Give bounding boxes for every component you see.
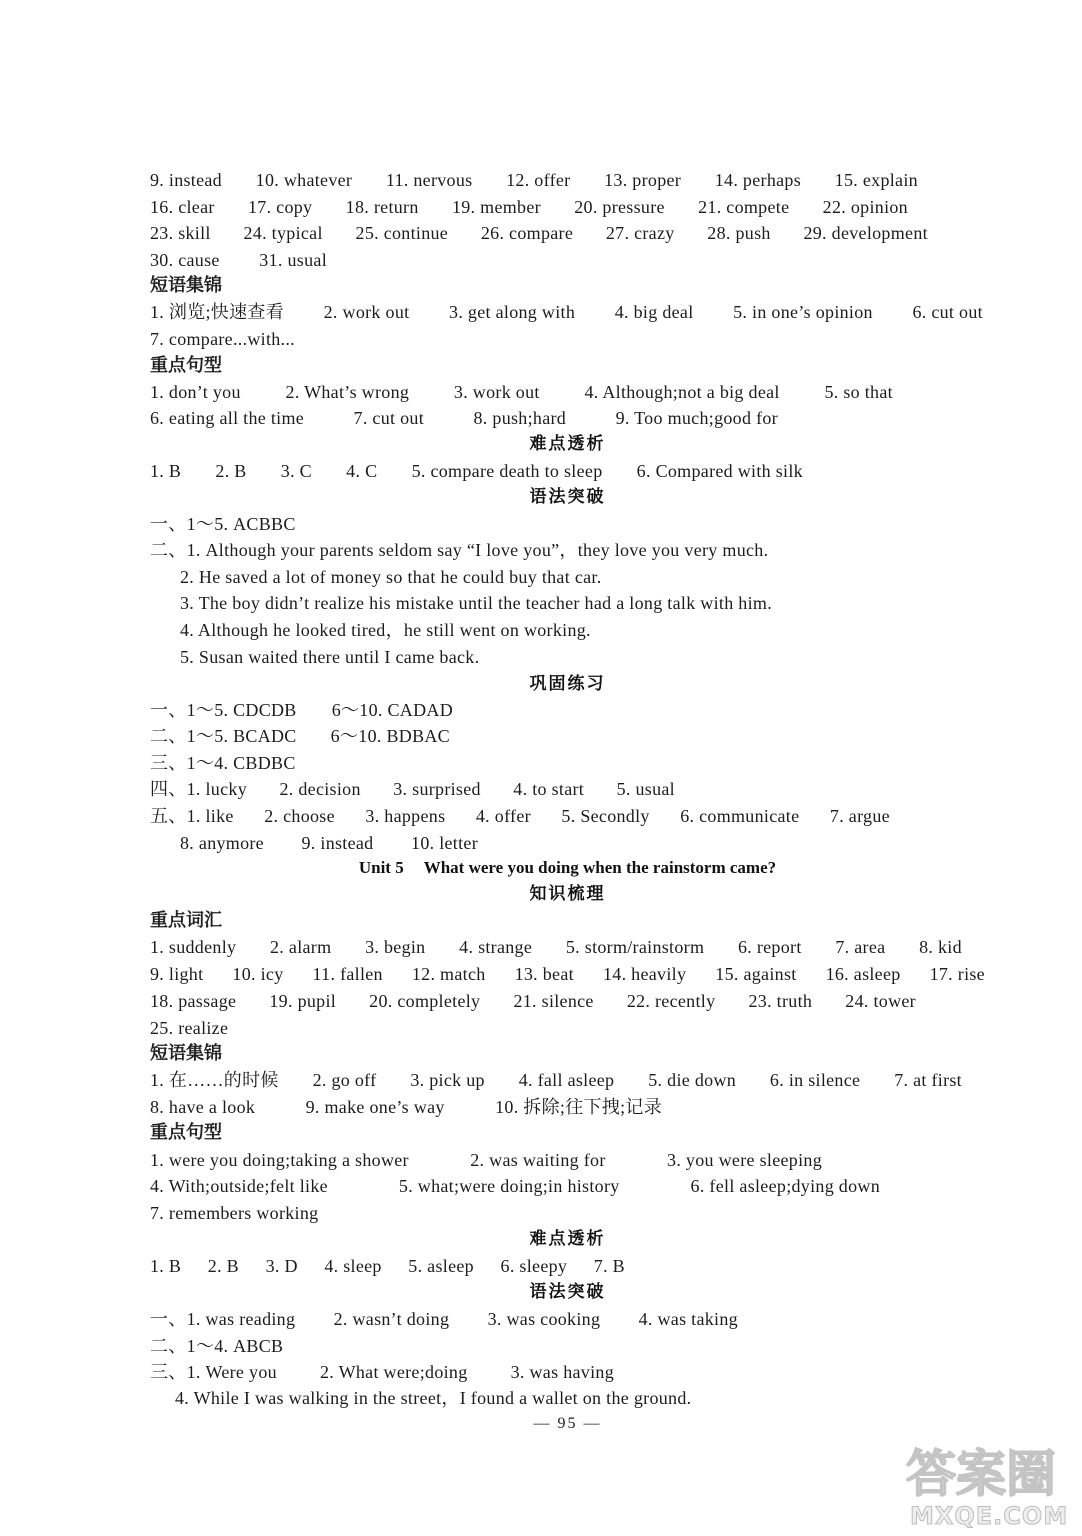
sentence-item: 5. so that	[824, 382, 893, 402]
answer-sentence: 二、1. Although your parents seldom say “I love you”，they love you very much.	[150, 540, 769, 560]
sentence-item: 7. cut out	[353, 408, 425, 428]
answer-sentence: 2. He saved a lot of money so that he could buy that car.	[180, 567, 602, 587]
phrase-item: 7. at first	[894, 1070, 962, 1090]
vocab-item: 3. begin	[365, 937, 426, 957]
vocab-item: 12. offer	[506, 170, 571, 190]
phrase-item: 7. compare...with...	[150, 329, 295, 349]
section-heading-phrases: 短语集锦	[150, 275, 222, 296]
answer-item: 5. asleep	[408, 1256, 474, 1276]
sentence-item: 2. What’s wrong	[285, 382, 410, 402]
unit-title	[150, 857, 985, 879]
answer-item: 6～10. BDBAC	[330, 726, 450, 746]
phrase-item: 10. 拆除;往下拽;记录	[495, 1097, 662, 1117]
unit4-practice-line-5	[150, 805, 890, 827]
section-heading-vocab: 重点词汇	[150, 910, 222, 931]
section-heading-grammar: 语法突破	[529, 487, 606, 507]
answer-item: 2. What were;doing	[320, 1362, 468, 1382]
answer-item: 1. B	[150, 1256, 182, 1276]
vocab-item: 25. realize	[150, 1018, 229, 1038]
section-heading-difficult: 难点透析	[529, 434, 606, 454]
unit4-practice-line-2	[150, 725, 450, 747]
answer-item: 3. surprised	[393, 779, 481, 799]
vocab-item: 21. compete	[698, 197, 790, 217]
sentence-item: 5. what;were doing;in history	[398, 1176, 620, 1196]
vocab-item: 26. compare	[480, 223, 574, 243]
unit4-grammar-part2-line-3	[180, 592, 772, 614]
unit4-sentences-line-1	[150, 381, 893, 403]
vocab-item: 13. beat	[514, 964, 574, 984]
answer-sentence: 4. While I was walking in the street，I found a wallet on the ground.	[175, 1388, 692, 1408]
vocab-item: 20. pressure	[574, 197, 665, 217]
vocab-item: 7. area	[835, 937, 886, 957]
unit4-vocab-line-3	[150, 222, 928, 244]
answer-item: 4. to start	[513, 779, 585, 799]
vocab-item: 16. asleep	[825, 964, 901, 984]
vocab-item: 4. strange	[459, 937, 533, 957]
vocab-item: 17. copy	[247, 197, 313, 217]
unit5-grammar-line-4	[175, 1387, 691, 1409]
answer-item: 2. B	[215, 461, 247, 481]
vocab-item: 13. proper	[604, 170, 682, 190]
phrase-item: 4. big deal	[614, 302, 694, 322]
unit4-practice-line-3	[150, 752, 296, 774]
unit5-vocab-line-1	[150, 936, 962, 958]
phrase-item: 8. have a look	[150, 1097, 256, 1117]
sentence-item: 4. With;outside;felt like	[150, 1176, 328, 1196]
phrase-item: 3. get along with	[449, 302, 576, 322]
unit5-phrases-line-1	[150, 1069, 962, 1091]
page-number: — 95 —	[533, 1415, 602, 1432]
unit4-vocab-line-2	[150, 196, 908, 218]
answer-item: 7. B	[593, 1256, 625, 1276]
vocab-item: 20. completely	[369, 991, 481, 1011]
phrase-item: 9. make one’s way	[305, 1097, 445, 1117]
answer-item: 5. Secondly	[561, 806, 650, 826]
sentence-item: 3. you were sleeping	[667, 1150, 822, 1170]
answer-item: 6. Compared with silk	[636, 461, 803, 481]
answer-item: 6. communicate	[680, 806, 800, 826]
vocab-item: 21. silence	[513, 991, 594, 1011]
watermark-logo: 答案圈	[906, 1445, 1056, 1503]
unit5-vocab-line-4	[150, 1017, 228, 1039]
vocab-item: 22. recently	[626, 991, 716, 1011]
answer-item: 9. instead	[301, 833, 374, 853]
unit5-vocab-line-2	[150, 963, 985, 985]
answer-item: 4. offer	[475, 806, 531, 826]
unit4-difficult-line	[150, 460, 803, 482]
answer-item: 三、1～4. CBDBC	[150, 753, 296, 773]
vocab-item: 25. continue	[355, 223, 449, 243]
vocab-item: 11. nervous	[385, 170, 473, 190]
unit4-grammar-part2-line-4	[180, 619, 591, 641]
section-heading-difficult: 难点透析	[529, 1229, 606, 1249]
unit-name: What were you doing when the rainstorm came?	[423, 858, 777, 877]
answer-item: 3. C	[280, 461, 312, 481]
vocab-item: 8. kid	[919, 937, 962, 957]
unit4-vocab-line-1	[150, 169, 918, 191]
vocab-item: 10. icy	[232, 964, 284, 984]
unit4-practice-line-6	[180, 832, 478, 854]
vocab-item: 14. perhaps	[714, 170, 802, 190]
answer-item: 2. wasn’t doing	[333, 1309, 450, 1329]
unit4-vocab-line-4	[150, 249, 327, 271]
vocab-item: 16. clear	[150, 197, 215, 217]
vocab-item: 18. return	[345, 197, 419, 217]
answer-sentence: 5. Susan waited there until I came back.	[180, 647, 480, 667]
vocab-item: 14. heavily	[602, 964, 687, 984]
unit5-vocab-line-3	[150, 990, 916, 1012]
answer-item: 6. sleepy	[500, 1256, 568, 1276]
unit4-grammar-part2-line-2	[180, 566, 602, 588]
vocab-item: 19. pupil	[269, 991, 337, 1011]
vocab-item: 1. suddenly	[150, 937, 237, 957]
vocab-item: 9. light	[150, 964, 204, 984]
vocab-item: 6. report	[737, 937, 802, 957]
answer-item: 四、1. lucky	[150, 779, 247, 799]
sentence-item: 4. Although;not a big deal	[584, 382, 780, 402]
sentence-item: 9. Too much;good for	[615, 408, 778, 428]
sentence-item: 1. don’t you	[150, 382, 241, 402]
answer-item: 7. argue	[829, 806, 890, 826]
answer-item: 3. happens	[365, 806, 446, 826]
vocab-item: 29. development	[803, 223, 928, 243]
unit4-practice-line-1	[150, 699, 453, 721]
phrase-item: 5. in one’s opinion	[733, 302, 873, 322]
answer-item: 4. sleep	[324, 1256, 382, 1276]
answer-item: 一、1～5. ACBBC	[150, 514, 296, 534]
phrase-item: 3. pick up	[410, 1070, 485, 1090]
unit-number: Unit 5	[358, 858, 404, 877]
vocab-item: 19. member	[451, 197, 541, 217]
sentence-item: 6. eating all the time	[150, 408, 305, 428]
answer-item: 一、1～5. CDCDB	[150, 700, 297, 720]
vocab-item: 23. truth	[748, 991, 813, 1011]
section-heading-sentences: 重点句型	[150, 1122, 222, 1143]
unit4-phrases-line-2	[150, 328, 295, 350]
sentence-item: 7. remembers working	[150, 1203, 319, 1223]
watermark-site: MXQE.COM	[910, 1502, 1069, 1530]
vocab-item: 17. rise	[929, 964, 985, 984]
vocab-item: 24. typical	[243, 223, 323, 243]
section-heading-sentences: 重点句型	[150, 355, 222, 376]
unit5-grammar-line-2	[150, 1335, 283, 1357]
answer-item: 二、1～4. ABCB	[150, 1336, 284, 1356]
phrase-item: 6. in silence	[769, 1070, 861, 1090]
unit5-sentences-line-1	[150, 1149, 822, 1171]
vocab-item: 15. explain	[834, 170, 918, 190]
answer-item: 3. was having	[510, 1362, 614, 1382]
sentence-item: 3. work out	[453, 382, 540, 402]
answer-item: 1. B	[150, 461, 182, 481]
unit4-sentences-line-2	[150, 407, 778, 429]
phrase-item: 1. 浏览;快速查看	[150, 302, 285, 322]
answer-item: 一、1. was reading	[150, 1309, 296, 1329]
unit4-grammar-part2-line-1	[150, 539, 768, 561]
answer-item: 三、1. Were you	[150, 1362, 277, 1382]
unit5-grammar-line-1	[150, 1308, 738, 1330]
answer-sentence: 4. Although he looked tired，he still went on working.	[180, 620, 591, 640]
vocab-item: 30. cause	[150, 250, 220, 270]
answer-sentence: 3. The boy didn’t realize his mistake until the teacher had a long talk with him.	[180, 593, 772, 613]
section-heading-grammar: 语法突破	[529, 1282, 606, 1302]
section-heading-knowledge: 知识梳理	[529, 884, 606, 904]
unit4-phrases-line-1	[150, 301, 983, 323]
answer-item: 5. compare death to sleep	[411, 461, 603, 481]
phrase-item: 1. 在……的时候	[150, 1070, 279, 1090]
phrase-item: 2. work out	[323, 302, 410, 322]
vocab-item: 12. match	[411, 964, 486, 984]
vocab-item: 23. skill	[150, 223, 211, 243]
answer-item: 6～10. CADAD	[331, 700, 453, 720]
unit5-sentences-line-3	[150, 1202, 318, 1224]
phrase-item: 5. die down	[648, 1070, 737, 1090]
answer-item: 3. D	[265, 1256, 298, 1276]
sentence-item: 1. were you doing;taking a shower	[150, 1150, 409, 1170]
phrase-item: 4. fall asleep	[518, 1070, 615, 1090]
vocab-item: 27. crazy	[605, 223, 675, 243]
answer-item: 4. was taking	[638, 1309, 738, 1329]
unit4-grammar-part2-line-5	[180, 646, 479, 668]
vocab-item: 31. usual	[259, 250, 327, 270]
unit4-practice-line-4	[150, 778, 675, 800]
vocab-item: 9. instead	[150, 170, 222, 190]
vocab-item: 10. whatever	[255, 170, 353, 190]
vocab-item: 11. fallen	[312, 964, 383, 984]
sentence-item: 2. was waiting for	[470, 1150, 606, 1170]
unit5-phrases-line-2	[150, 1096, 662, 1118]
section-heading-practice: 巩固练习	[529, 674, 606, 694]
answer-item: 4. C	[346, 461, 378, 481]
unit5-sentences-line-2	[150, 1175, 880, 1197]
answer-item: 5. usual	[616, 779, 675, 799]
answer-item: 2. decision	[279, 779, 361, 799]
vocab-item: 15. against	[715, 964, 797, 984]
section-heading-phrases: 短语集锦	[150, 1043, 222, 1064]
answer-item: 2. B	[207, 1256, 239, 1276]
vocab-item: 2. alarm	[270, 937, 332, 957]
answer-item: 10. letter	[411, 833, 478, 853]
sentence-item: 6. fell asleep;dying down	[690, 1176, 880, 1196]
vocab-item: 5. storm/rainstorm	[565, 937, 705, 957]
sentence-item: 8. push;hard	[473, 408, 567, 428]
vocab-item: 28. push	[707, 223, 771, 243]
unit4-grammar-part1	[150, 513, 296, 535]
answer-item: 8. anymore	[180, 833, 264, 853]
answer-item: 二、1～5. BCADC	[150, 726, 297, 746]
phrase-item: 2. go off	[312, 1070, 377, 1090]
answer-item: 2. choose	[264, 806, 335, 826]
unit5-difficult-line	[150, 1255, 625, 1277]
vocab-item: 22. opinion	[822, 197, 908, 217]
vocab-item: 24. tower	[845, 991, 916, 1011]
phrase-item: 6. cut out	[912, 302, 983, 322]
answer-item: 3. was cooking	[487, 1309, 601, 1329]
vocab-item: 18. passage	[150, 991, 237, 1011]
answer-item: 五、1. like	[150, 806, 234, 826]
unit5-grammar-line-3	[150, 1361, 614, 1383]
